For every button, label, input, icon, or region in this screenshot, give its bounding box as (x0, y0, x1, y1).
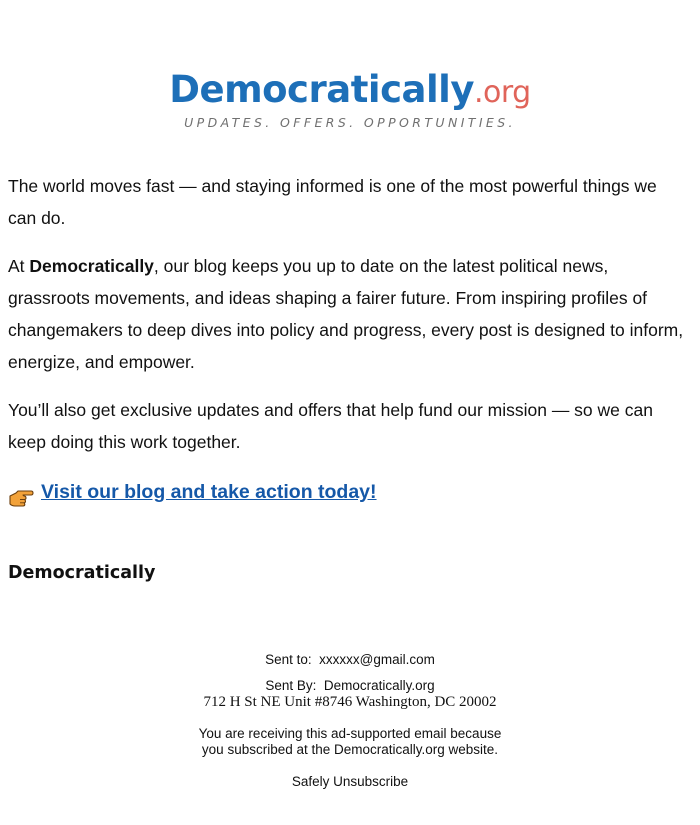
blog-paragraph-prefix: At (8, 256, 30, 276)
call-to-action (8, 476, 688, 508)
email-header (0, 68, 700, 132)
blog-paragraph-text: , our blog keeps you up to date on the latest political news, grassroots movements, and ideas shaping a fairer future. From inspiring profiles of changemakers to deep dives into policy and progress, every post is designed to inform, energize, and empower. (8, 256, 684, 372)
postal-address: 712 H St NE Unit #8746 Washington, DC 20002 (203, 694, 497, 710)
logo[interactable] (169, 68, 530, 131)
sent-to-email: xxxxxx@gmail.com (319, 652, 435, 667)
logo-tagline: UPDATES. OFFERS. OPPORTUNITIES. (184, 115, 516, 130)
unsubscribe-link[interactable]: Safely Unsubscribe (291, 774, 409, 789)
signature: Democratically (8, 563, 156, 583)
blog-paragraph (8, 250, 688, 378)
email-body (8, 170, 688, 508)
intro-paragraph: The world moves fast — and staying informed is one of the most powerful things we can do. (8, 176, 657, 228)
sent-by-value: Democratically.org (323, 678, 435, 693)
pointing-hand-icon (8, 485, 34, 505)
subscription-notice-line-2: you subscribed at the Democratically.org website. (201, 742, 499, 757)
logo-wordmark (169, 68, 530, 115)
sent-by-line (0, 678, 700, 694)
logo-name: Democratically (169, 68, 474, 111)
logo-tld: .org (473, 75, 531, 110)
updates-paragraph: You’ll also get exclusive updates and offers that help fund our mission — so we can keep doing this work together. (8, 400, 653, 452)
email-footer (0, 652, 700, 790)
brand-name: Democratically (29, 256, 154, 276)
visit-blog-link[interactable]: Visit our blog and take action today! (41, 481, 377, 503)
sent-to-line (0, 652, 700, 668)
subscription-notice-line-1: You are receiving this ad-supported email because (198, 726, 502, 741)
sent-to-label: Sent to: (265, 652, 312, 667)
sent-by-label: Sent By: (265, 678, 317, 693)
